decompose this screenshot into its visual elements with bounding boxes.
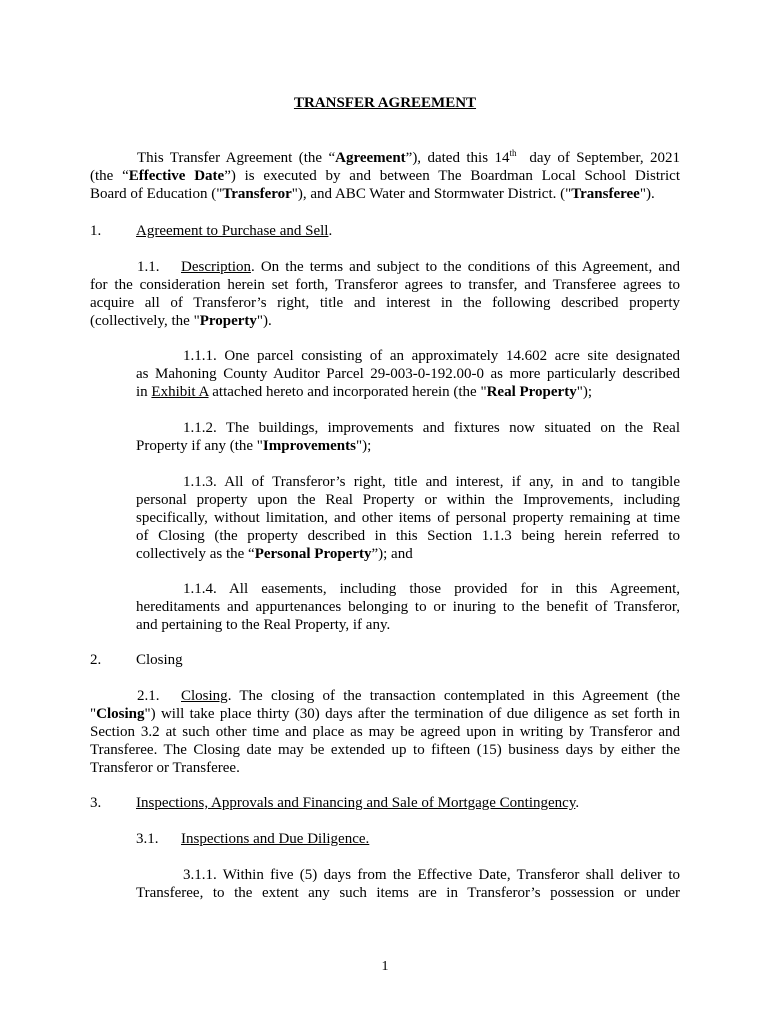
section-1-1-1-paragraph [136, 347, 680, 401]
intro-paragraph [90, 149, 680, 203]
paragraph-line: "Closing") will take place thirty (30) days after the termination of due diligence as set forth in [90, 706, 680, 722]
intro-line: (the “Effective Date”) is executed by and between The Boardman Local School District [90, 168, 680, 184]
section-3-1-heading: Inspections and Due Diligence. [181, 831, 370, 847]
paragraph-line: and pertaining to the Real Property, if any. [136, 617, 391, 633]
section-3-number: 3. [90, 795, 102, 811]
paragraph-line: 1.1.2. The buildings, improvements and fixtures now situated on the Real [183, 420, 680, 436]
paragraph-line: in Exhibit A attached hereto and incorporated herein (the "Real Property"); [136, 384, 593, 400]
paragraph-line: Section 3.2 at such other time and place as may be agreed upon in writing by Transferor and [90, 724, 680, 740]
section-1-1-paragraph [90, 258, 680, 330]
intro-line: Board of Education ("Transferor"), and ABC Water and Stormwater District. ("Transferee"). [90, 186, 655, 202]
intro-line: This Transfer Agreement (the “Agreement”), dated this 14th day of September, 2021 [137, 148, 681, 166]
section-1-number: 1. [90, 223, 102, 239]
paragraph-line: 3.1.1. Within five (5) days from the Effective Date, Transferor shall deliver to [183, 867, 680, 883]
section-3-heading: Inspections, Approvals and Financing and Sale of Mortgage Contingency. [136, 795, 580, 811]
section-1-1-3-paragraph [136, 473, 680, 563]
paragraph-line: Transferee. The Closing date may be extended up to fifteen (15) business days by either the [90, 742, 680, 758]
document-title: TRANSFER AGREEMENT [293, 95, 477, 111]
section-1-1-4-paragraph [136, 580, 680, 634]
paragraph-line: 1.1. Description. On the terms and subject to the conditions of this Agreement, and [137, 259, 680, 275]
paragraph-line: personal property upon the Real Property or within the Improvements, including [136, 492, 680, 508]
paragraph-line: 1.1.3. All of Transferor’s right, title and interest, if any, in and to tangible [183, 474, 680, 490]
paragraph-line: Transferee, to the extent any such items are in Transferor’s possession or under [136, 885, 680, 901]
section-2-heading: Closing [136, 652, 183, 668]
paragraph-line: as Mahoning County Auditor Parcel 29-003-0-192.00-0 as more particularly described [136, 366, 680, 382]
paragraph-line: Property if any (the "Improvements"); [136, 438, 372, 454]
paragraph-line: 1.1.1. One parcel consisting of an approximately 14.602 acre site designated [183, 348, 680, 364]
paragraph-line: collectively as the “Personal Property”); and [136, 546, 413, 562]
paragraph-line: hereditaments and appurtenances belonging to or inuring to the benefit of Transferor, [136, 599, 680, 615]
section-1-1-2-paragraph [136, 419, 680, 455]
paragraph-line: specifically, without limitation, and other items of personal property remaining at time [136, 510, 680, 526]
section-1-heading: Agreement to Purchase and Sell. [136, 223, 333, 239]
section-2-1-paragraph [90, 687, 680, 777]
paragraph-line: 2.1. Closing. The closing of the transaction contemplated in this Agreement (the [137, 688, 680, 704]
section-3-1-number: 3.1. [136, 831, 159, 847]
exhibit-a-reference: Exhibit A [151, 384, 209, 400]
section-3-1-1-paragraph [136, 866, 680, 902]
page-number: 1 [381, 959, 389, 974]
paragraph-line: acquire all of Transferor’s right, title and interest in the following described property [90, 295, 680, 311]
section-2-number: 2. [90, 652, 102, 668]
paragraph-line: of Closing (the property described in this Section 1.1.3 being herein referred to [136, 528, 680, 544]
paragraph-line: (collectively, the "Property"). [90, 313, 272, 329]
paragraph-line: Transferor or Transferee. [90, 760, 240, 776]
paragraph-line: 1.1.4. All easements, including those provided for in this Agreement, [183, 581, 680, 597]
paragraph-line: for the consideration herein set forth, Transferor agrees to transfer, and Transferee agrees to [90, 277, 680, 293]
